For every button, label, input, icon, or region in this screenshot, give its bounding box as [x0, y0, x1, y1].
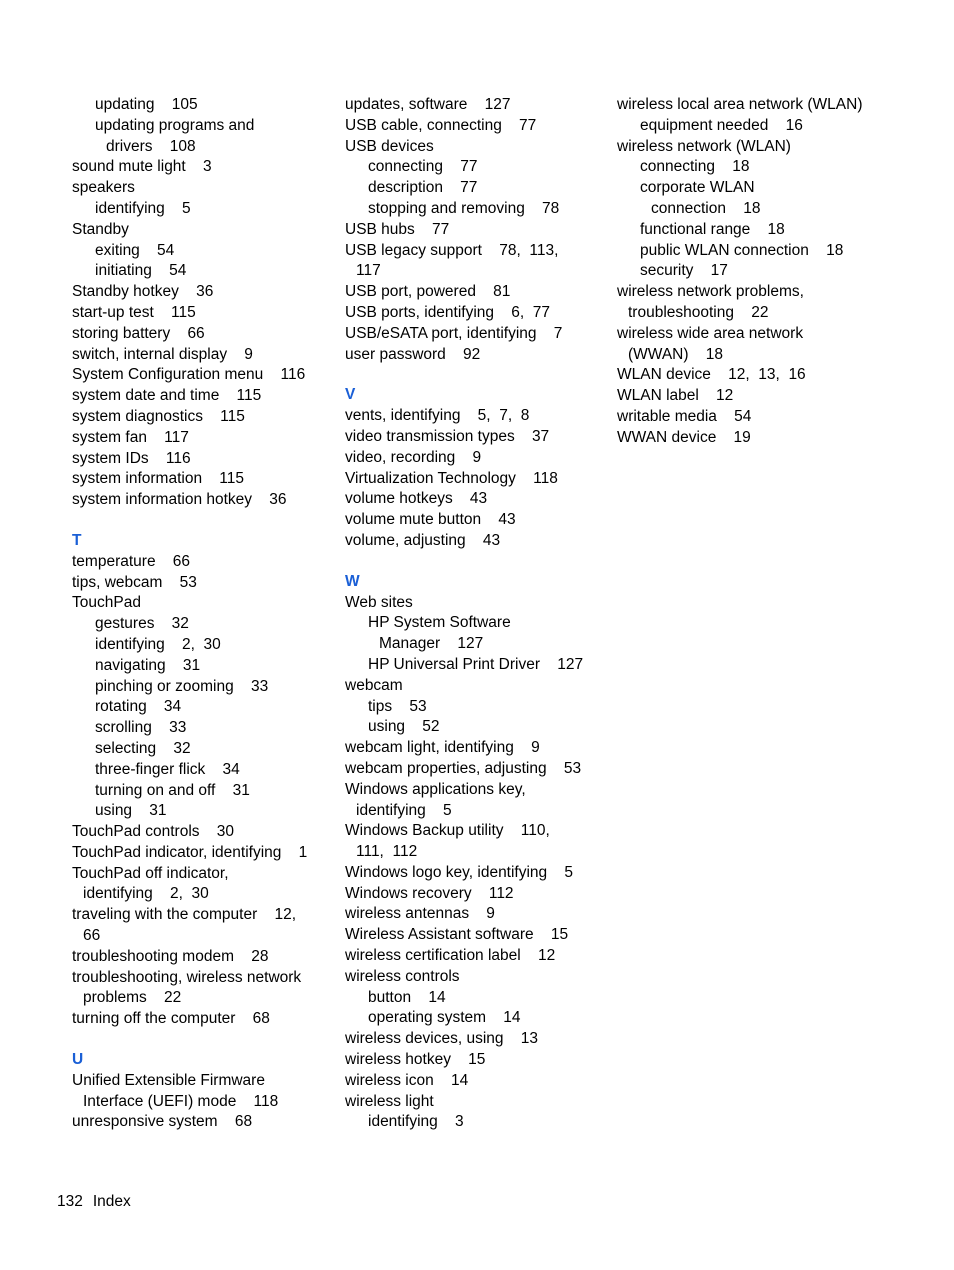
index-subentry: tips 53	[368, 697, 427, 715]
index-entry: tips, webcam 53	[72, 573, 197, 591]
index-entry: sound mute light 3	[72, 158, 212, 176]
index-entry: USB port, powered 81	[345, 283, 511, 301]
index-entry: volume mute button 43	[345, 511, 516, 529]
index-subentry: three-finger flick 34	[95, 760, 240, 778]
index-entry: start-up test 115	[72, 303, 196, 321]
index-entry: Standby hotkey 36	[72, 283, 214, 301]
index-entry: USB hubs 77	[345, 220, 450, 238]
index-subentry: identifying 2, 30	[95, 635, 221, 653]
index-entry: USB/eSATA port, identifying 7	[345, 324, 563, 342]
index-entry: system diagnostics 115	[72, 407, 245, 425]
index-subentry: Manager 127	[379, 635, 484, 653]
index-subentry: scrolling 33	[95, 719, 187, 737]
index-entry: wireless icon 14	[345, 1071, 469, 1089]
index-entry: USB ports, identifying 6, 77	[345, 303, 551, 321]
index-subentry: description 77	[368, 179, 478, 197]
index-entry: wireless hotkey 15	[345, 1051, 486, 1069]
index-entry: Windows recovery 112	[345, 884, 514, 902]
index-entry: video transmission types 37	[345, 427, 550, 445]
index-entry: Standby	[72, 220, 129, 238]
index-entry: WLAN device 12, 13, 16	[617, 366, 806, 384]
index-subentry: pinching or zooming 33	[95, 677, 269, 695]
index-column-3	[617, 95, 897, 449]
index-subentry: using 31	[95, 802, 167, 820]
index-entry: wireless devices, using 13	[345, 1030, 538, 1048]
index-entry: wireless certification label 12	[345, 947, 556, 965]
index-entry: Windows Backup utility 110,	[345, 822, 550, 840]
index-subentry: functional range 18	[640, 220, 785, 238]
index-entry: switch, internal display 9	[72, 345, 253, 363]
index-entry: wireless network problems,	[617, 283, 804, 301]
index-column-1	[72, 95, 327, 1133]
index-entry: traveling with the computer 12,	[72, 906, 297, 924]
index-subentry: operating system 14	[368, 1009, 521, 1027]
index-entry: system fan 117	[72, 428, 189, 446]
index-subentry: gestures 32	[95, 615, 189, 633]
index-entry: 66	[83, 927, 101, 945]
index-entry: writable media 54	[617, 407, 752, 425]
index-entry: wireless local area network (WLAN)	[617, 96, 863, 113]
index-entry: USB cable, connecting 77	[345, 116, 537, 134]
index-entry: webcam properties, adjusting 53	[345, 759, 582, 777]
index-entry: user password 92	[345, 345, 481, 363]
index-entry: Interface (UEFI) mode 118	[83, 1092, 279, 1110]
index-entry: troubleshooting, wireless network	[72, 968, 302, 986]
index-entry: WLAN label 12	[617, 387, 734, 405]
index-entry: wireless antennas 9	[345, 905, 495, 923]
index-entry: troubleshooting 22	[628, 303, 769, 321]
index-subentry: public WLAN connection 18	[640, 241, 844, 259]
index-entry: Virtualization Technology 118	[345, 469, 558, 487]
index-entry: wireless controls	[345, 967, 460, 985]
index-entry: turning off the computer 68	[72, 1010, 270, 1028]
index-subentry: identifying 5	[95, 199, 191, 217]
index-entry: system date and time 115	[72, 387, 262, 405]
index-entry: unresponsive system 68	[72, 1113, 253, 1131]
index-subentry: corporate WLAN	[640, 179, 755, 197]
index-entry: Wireless Assistant software 15	[345, 926, 569, 944]
index-subentry: connection 18	[651, 199, 761, 217]
index-entry: Unified Extensible Firmware	[72, 1071, 265, 1089]
index-entry: (WWAN) 18	[628, 345, 724, 363]
index-entry: updates, software 127	[345, 96, 511, 113]
index-subentry: using 52	[368, 718, 440, 736]
index-entry: Windows applications key,	[345, 780, 526, 798]
index-entry: 117	[356, 262, 381, 280]
footer-section-label: Index	[92, 1193, 131, 1210]
index-entry: WWAN device 19	[617, 428, 751, 446]
index-subentry: equipment needed 16	[640, 116, 803, 134]
index-entry: video, recording 9	[345, 448, 482, 466]
index-entry: TouchPad controls 30	[72, 823, 234, 841]
index-subentry: HP System Software	[368, 614, 511, 632]
index-entry: USB legacy support 78, 113,	[345, 241, 559, 259]
index-entry: temperature 66	[72, 552, 191, 570]
index-subentry: drivers 108	[106, 137, 196, 155]
index-subentry: stopping and removing 78	[368, 199, 560, 217]
page-footer	[57, 1192, 131, 1212]
index-entry: webcam	[345, 676, 403, 694]
index-entry: system information 115	[72, 470, 245, 488]
index-subentry: security 17	[640, 262, 728, 280]
index-subentry: connecting 77	[368, 158, 478, 176]
index-entry: Windows logo key, identifying 5	[345, 863, 574, 881]
index-entry: troubleshooting modem 28	[72, 947, 269, 965]
index-entry: identifying 5	[356, 801, 452, 819]
index-entry: USB devices	[345, 137, 434, 155]
index-entry: system IDs 116	[72, 449, 191, 467]
index-subentry: updating programs and	[95, 116, 255, 134]
index-subentry: button 14	[368, 988, 446, 1006]
index-entry: TouchPad indicator, identifying 1	[72, 843, 308, 861]
index-subentry: exiting 54	[95, 241, 175, 259]
index-entry: vents, identifying 5, 7, 8	[345, 407, 530, 425]
index-entry: wireless wide area network	[617, 324, 804, 342]
index-entry: system information hotkey 36	[72, 491, 287, 509]
index-column-2	[345, 95, 600, 1133]
index-subentry: navigating 31	[95, 656, 201, 674]
index-entry: System Configuration menu 116	[72, 366, 306, 384]
index-letter-heading: V	[345, 386, 356, 404]
index-subentry: turning on and off 31	[95, 781, 250, 799]
index-entry: wireless network (WLAN)	[617, 137, 791, 155]
index-entry: 111, 112	[356, 843, 418, 861]
index-entry: Web sites	[345, 593, 413, 611]
index-subentry: HP Universal Print Driver 127	[368, 655, 584, 673]
index-letter-heading: T	[72, 531, 82, 549]
index-entry: wireless light	[345, 1092, 434, 1110]
index-entry: speakers	[72, 179, 135, 197]
index-entry: volume hotkeys 43	[345, 490, 488, 508]
index-subentry: connecting 18	[640, 158, 750, 176]
index-subentry: initiating 54	[95, 262, 187, 280]
index-entry: problems 22	[83, 989, 182, 1007]
index-subentry: selecting 32	[95, 739, 191, 757]
page-number: 132	[57, 1193, 83, 1210]
index-entry: volume, adjusting 43	[345, 531, 501, 549]
index-entry: storing battery 66	[72, 324, 205, 342]
index-letter-heading: W	[345, 572, 360, 590]
index-entry: identifying 2, 30	[83, 885, 209, 903]
index-subentry: rotating 34	[95, 698, 182, 716]
index-subentry: identifying 3	[368, 1113, 464, 1131]
index-entry: webcam light, identifying 9	[345, 739, 540, 757]
index-subentry: updating 105	[95, 96, 198, 113]
index-entry: TouchPad off indicator,	[72, 864, 229, 882]
index-letter-heading: U	[72, 1051, 84, 1069]
index-entry: TouchPad	[72, 594, 141, 612]
